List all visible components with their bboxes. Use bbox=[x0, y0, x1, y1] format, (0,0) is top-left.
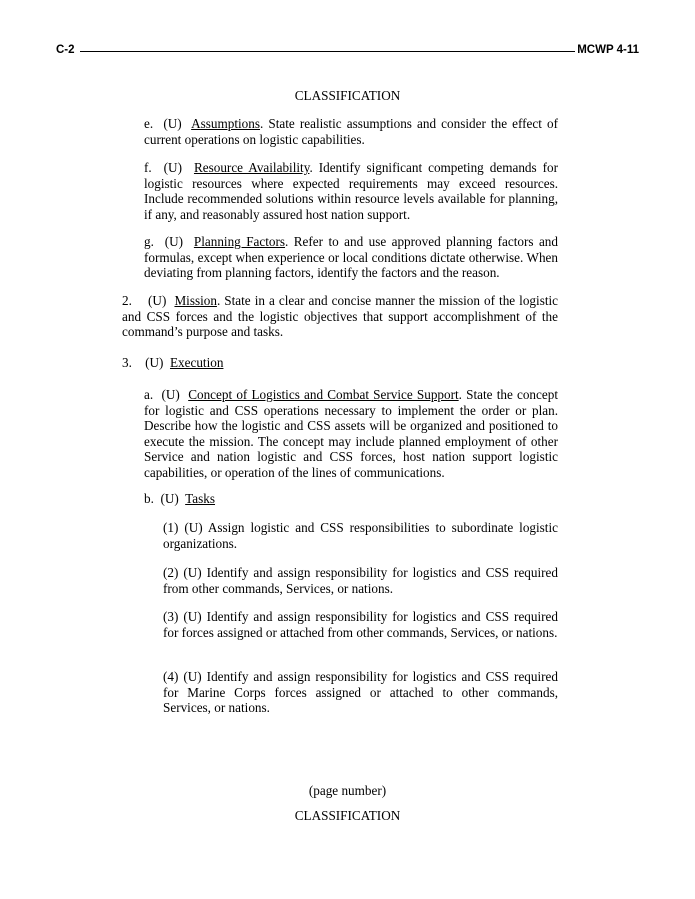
page-id: C-2 bbox=[56, 44, 75, 56]
paragraph-a-heading: Concept of Logistics and Combat Service Support bbox=[188, 387, 459, 402]
paragraph-f-text: . Identify significant competing demands for logistic resources where expected requirements may exceed resources. Include recommended solutions within resource levels available for planning, if any, and reasonably assured host nation support. bbox=[144, 160, 558, 222]
page-number: (page number) bbox=[308, 783, 387, 798]
paragraph-g-text: . Refer to and use approved planning factors and formulas, except when experience or local conditions dictate otherwise. When deviating from planning factors, identify the factors and the reason. bbox=[144, 234, 558, 281]
paragraph-2 bbox=[122, 293, 558, 340]
paragraph-2-text: . State in a clear and concise manner the mission of the logistic and CSS forces and the logistic objectives that support accomplishment of the command’s purpose and tasks. bbox=[122, 293, 559, 340]
publication-id: MCWP 4-11 bbox=[577, 44, 639, 56]
paragraph-b-lead: b. (U) bbox=[144, 491, 186, 506]
paragraph-2-lead: 2. (U) bbox=[122, 293, 175, 308]
task-2-text: (2) (U) Identify and assign responsibility for logistics and CSS required from other commands, Services, or nations. bbox=[163, 565, 558, 596]
paragraph-3-heading: Execution bbox=[169, 355, 224, 370]
paragraph-g bbox=[144, 234, 558, 281]
paragraph-2-heading: Mission bbox=[174, 293, 217, 308]
task-3 bbox=[163, 609, 558, 640]
task-3-text: (3) (U) Identify and assign responsibility for logistics and CSS required for forces assigned or attached from other commands, Services, or nations. bbox=[163, 609, 558, 640]
paragraph-e-lead: e. (U) bbox=[144, 116, 192, 131]
paragraph-a-lead: a. (U) bbox=[144, 387, 189, 402]
classification-top: CLASSIFICATION bbox=[294, 88, 401, 103]
paragraph-e-heading: Assumptions bbox=[191, 116, 261, 131]
paragraph-b bbox=[144, 491, 558, 507]
paragraph-3 bbox=[122, 355, 558, 371]
paragraph-e bbox=[144, 116, 558, 147]
classification-bottom: CLASSIFICATION bbox=[294, 808, 401, 823]
paragraph-a bbox=[144, 387, 558, 481]
task-1 bbox=[163, 520, 558, 551]
paragraph-3-lead: 3. (U) bbox=[122, 355, 170, 370]
paragraph-g-heading: Planning Factors bbox=[193, 234, 286, 249]
task-4 bbox=[163, 669, 558, 716]
paragraph-f-lead: f. (U) bbox=[144, 160, 194, 175]
paragraph-f bbox=[144, 160, 558, 222]
paragraph-g-lead: g. (U) bbox=[144, 234, 194, 249]
paragraph-f-heading: Resource Availability bbox=[193, 160, 310, 175]
header-rule bbox=[80, 51, 575, 52]
paragraph-a-text: . State the concept for logistic and CSS operations necessary to implement the order or plan. Describe how the logistic and CSS assets will be organized and positioned to execute the mission. The concept may include planned employment of other Service and nation logistic and CSS forces, host nation support logistic capabilities, or operation of the lines of communications. bbox=[144, 387, 558, 480]
task-2 bbox=[163, 565, 558, 596]
running-header bbox=[56, 44, 639, 60]
paragraph-e-text: . State realistic assumptions and consider the effect of current operations on logistic capabilities. bbox=[144, 116, 558, 147]
task-4-text: (4) (U) Identify and assign responsibility for logistics and CSS required for Marine Corps forces assigned or attached to other commands, Services, or nations. bbox=[163, 669, 558, 716]
paragraph-b-heading: Tasks bbox=[185, 491, 216, 506]
task-1-text: (1) (U) Assign logistic and CSS responsibilities to subordinate logistic organizations. bbox=[163, 520, 558, 551]
